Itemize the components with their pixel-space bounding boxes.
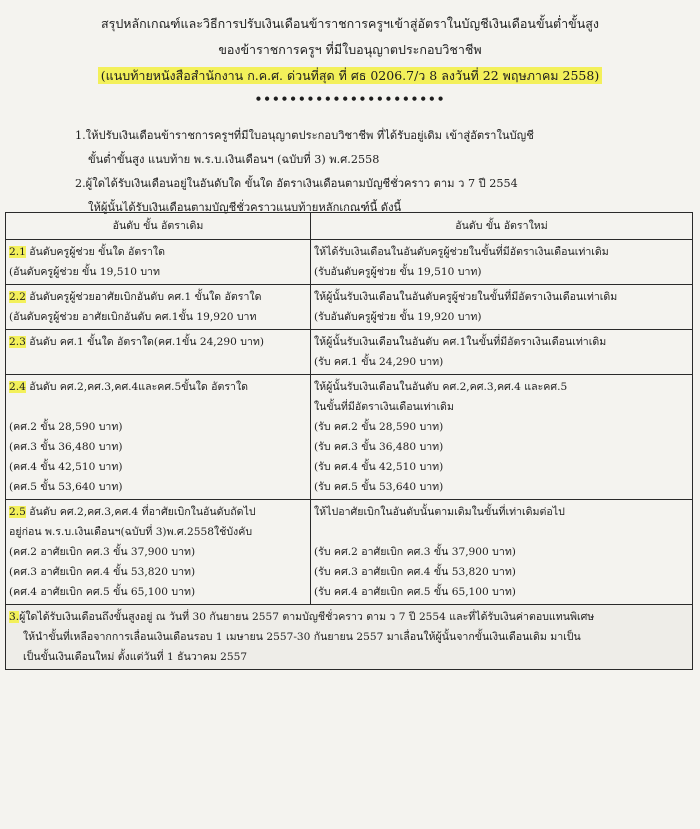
row-line: อยู่ก่อน พ.ร.บ.เงินเดือนฯ(ฉบับที่ 3)พ.ศ.2558ใช้บังคับ [9, 526, 253, 538]
new-rate-cell [311, 375, 693, 500]
row-line: ให้ได้รับเงินเดือนในอันดับครูผู้ช่วยในขั้นที่มีอัตราเงินเดือนเท่าเดิม [314, 246, 609, 258]
row-line: (รับ คศ.3 ขั้น 36,480 บาท) [314, 441, 444, 453]
item-number: 3. [9, 611, 20, 623]
dotted-separator: •••••••••••••••••••••• [254, 92, 446, 106]
intro-p1-line2: ขั้นต่ำขั้นสูง แนบท้าย พ.ร.บ.เงินเดือนฯ (ฉบับที่ 3) พ.ศ.2558 [88, 153, 380, 166]
row-text: อันดับ คศ.2,คศ.3,คศ.4และคศ.5ขั้นใด อัตราใด [25, 381, 249, 393]
row-line: ในขั้นที่มีอัตราเงินเดือนเท่าเดิม [314, 401, 454, 413]
row-line [9, 502, 307, 522]
row-line: (คศ.5 ขั้น 53,640 บาท) [9, 481, 123, 493]
old-rate-cell [6, 285, 311, 330]
table-row [6, 375, 693, 500]
intro-p2-line1: 2.ผู้ใดได้รับเงินเดือนอยู่ในอันดับใด ขั้นใด อัตราเงินเดือนตามบัญชีชั่วคราว ตาม ว 7 ปี 2554 [75, 177, 518, 190]
new-rate-cell [311, 500, 693, 605]
old-rate-cell [6, 375, 311, 500]
row-line: (คศ.3 ขั้น 36,480 บาท) [9, 441, 123, 453]
row-line: (คศ.3 อาศัยเบิก คศ.4 ขั้น 53,820 บาท) [9, 566, 196, 578]
table-row [6, 330, 693, 375]
row-line: (รับอันดับครูผู้ช่วย ขั้น 19,510 บาท) [314, 266, 482, 278]
row-line: (รับ คศ.4 ขั้น 42,510 บาท) [314, 461, 444, 473]
row-line: (อันดับครูผู้ช่วย ขั้น 19,510 บาท [9, 266, 160, 278]
item-number: 2.5 [9, 506, 26, 518]
intro-p1-line1: 1.ให้ปรับเงินเดือนข้าราชการครูฯที่มีใบอนุญาตประกอบวิชาชีพ ที่ได้รับอยู่เดิม เข้าสู่อัตราในบัญชี [75, 129, 534, 142]
row-spacer [9, 352, 307, 372]
row-line: (รับ คศ.5 ขั้น 53,640 บาท) [314, 481, 444, 493]
doc-title-line1: สรุปหลักเกณฑ์และวิธีการปรับเงินเดือนข้าราชการครูฯเข้าสู่อัตราในบัญชีเงินเดือนขั้นต่ำขั้นสูง [100, 16, 600, 31]
intro-p2-line2: ให้ผู้นั้นได้รับเงินเดือนตามบัญชีชั่วคราวแนบท้ายหลักเกณฑ์นี้ ดังนี้ [88, 201, 402, 214]
row-line: ให้ผู้นั้นรับเงินเดือนในอันดับ คศ.2,คศ.3,คศ.4 และคศ.5 [314, 381, 568, 393]
item-number: 2.1 [9, 246, 26, 258]
row-line [9, 287, 307, 307]
row-line: (คศ.2 ขั้น 28,590 บาท) [9, 421, 123, 433]
doc-title-line2: ของข้าราชการครูฯ ที่มีใบอนุญาตประกอบวิชาชีพ [218, 42, 482, 57]
row-line [9, 332, 307, 352]
new-rate-cell [311, 330, 693, 375]
row-text: ผู้ใดได้รับเงินเดือนถึงขั้นสูงอยู่ ณ วันที่ 30 กันยายน 2557 ตามบัญชีชั่วคราว ตาม ว 7 ปี 2554 และที่ได้รับเงินค่าตอบแทนพิเศษ [19, 611, 595, 623]
row-line: ให้ผู้นั้นรับเงินเดือนในอันดับ คศ.1ในขั้นที่มีอัตราเงินเดือนเท่าเดิม [314, 336, 607, 348]
row-line: (รับอันดับครูผู้ช่วย ขั้น 19,920 บาท) [314, 311, 482, 323]
row-line [9, 607, 689, 627]
old-rate-cell [6, 500, 311, 605]
row-line: (รับ คศ.3 อาศัยเบิก คศ.4 ขั้น 53,820 บาท) [314, 566, 516, 578]
row-text: อันดับครูผู้ช่วย ขั้นใด อัตราใด [25, 246, 165, 258]
row-line: (คศ.4 ขั้น 42,510 บาท) [9, 461, 123, 473]
item-number: 2.2 [9, 291, 26, 303]
row-line: ให้ผู้นั้นรับเงินเดือนในอันดับครูผู้ช่วยในขั้นที่มีอัตราเงินเดือนเท่าเดิม [314, 291, 618, 303]
row-spacer [314, 522, 689, 542]
old-rate-cell [6, 240, 311, 285]
table-row [6, 285, 693, 330]
row-text: อันดับ คศ.1 ขั้นใด อัตราใด(คศ.1ขั้น 24,290 บาท) [25, 336, 265, 348]
row-line [9, 242, 307, 262]
row-text: อันดับครูผู้ช่วยอาศัยเบิกอันดับ คศ.1 ขั้นใด อัตราใด [25, 291, 262, 303]
row-line: ให้ไปอาศัยเบิกในอันดับนั้นตามเดิมในขั้นที่เท่าเดิมต่อไป [314, 506, 565, 518]
header-new-rate: อันดับ ขั้น อัตราใหม่ [311, 213, 693, 240]
row-line: (คศ.2 อาศัยเบิก คศ.3 ขั้น 37,900 บาท) [9, 546, 196, 558]
table-footer-row [6, 605, 693, 670]
row-line: (รับ คศ.4 อาศัยเบิก คศ.5 ขั้น 65,100 บาท) [314, 586, 516, 598]
row-line: (อันดับครูผู้ช่วย อาศัยเบิกอันดับ คศ.1ขั้น 19,920 บาท [9, 311, 257, 323]
doc-reference [0, 66, 700, 86]
item-number: 2.3 [9, 336, 26, 348]
row-line: (รับ คศ.2 อาศัยเบิก คศ.3 ขั้น 37,900 บาท) [314, 546, 516, 558]
row-text: อันดับ คศ.2,คศ.3,คศ.4 ที่อาศัยเบิกในอันดับถัดไป [25, 506, 256, 518]
header-old-rate: อันดับ ขั้น อัตราเดิม [6, 213, 311, 240]
table-header-row [6, 213, 693, 240]
table-row [6, 500, 693, 605]
row-line: (รับ คศ.1 ขั้น 24,290 บาท) [314, 356, 444, 368]
table-row [6, 240, 693, 285]
new-rate-cell [311, 285, 693, 330]
salary-adjustment-table [5, 212, 693, 670]
old-rate-cell [6, 330, 311, 375]
doc-reference-text: (แนบท้ายหนังสือสำนักงาน ก.ค.ศ. ด่วนที่สุด ที่ ศธ 0206.7/ว 8 ลงวันที่ 22 พฤษภาคม 2558) [98, 67, 602, 84]
row-line: ให้นำขั้นที่เหลือจากการเลื่อนเงินเดือนรอบ 1 เมษายน 2557-30 กันยายน 2557 มาเลื่อนให้ผู้นั้นจากขั้นเงินเดือนเดิม มาเป็น [23, 631, 581, 643]
footer-note-cell [6, 605, 693, 670]
new-rate-cell [311, 240, 693, 285]
row-line: (รับ คศ.2 ขั้น 28,590 บาท) [314, 421, 444, 433]
row-line: เป็นขั้นเงินเดือนใหม่ ตั้งแต่วันที่ 1 ธันวาคม 2557 [23, 651, 248, 663]
row-spacer [9, 397, 307, 417]
row-line [9, 377, 307, 397]
row-line: (คศ.4 อาศัยเบิก คศ.5 ขั้น 65,100 บาท) [9, 586, 196, 598]
item-number: 2.4 [9, 381, 26, 393]
